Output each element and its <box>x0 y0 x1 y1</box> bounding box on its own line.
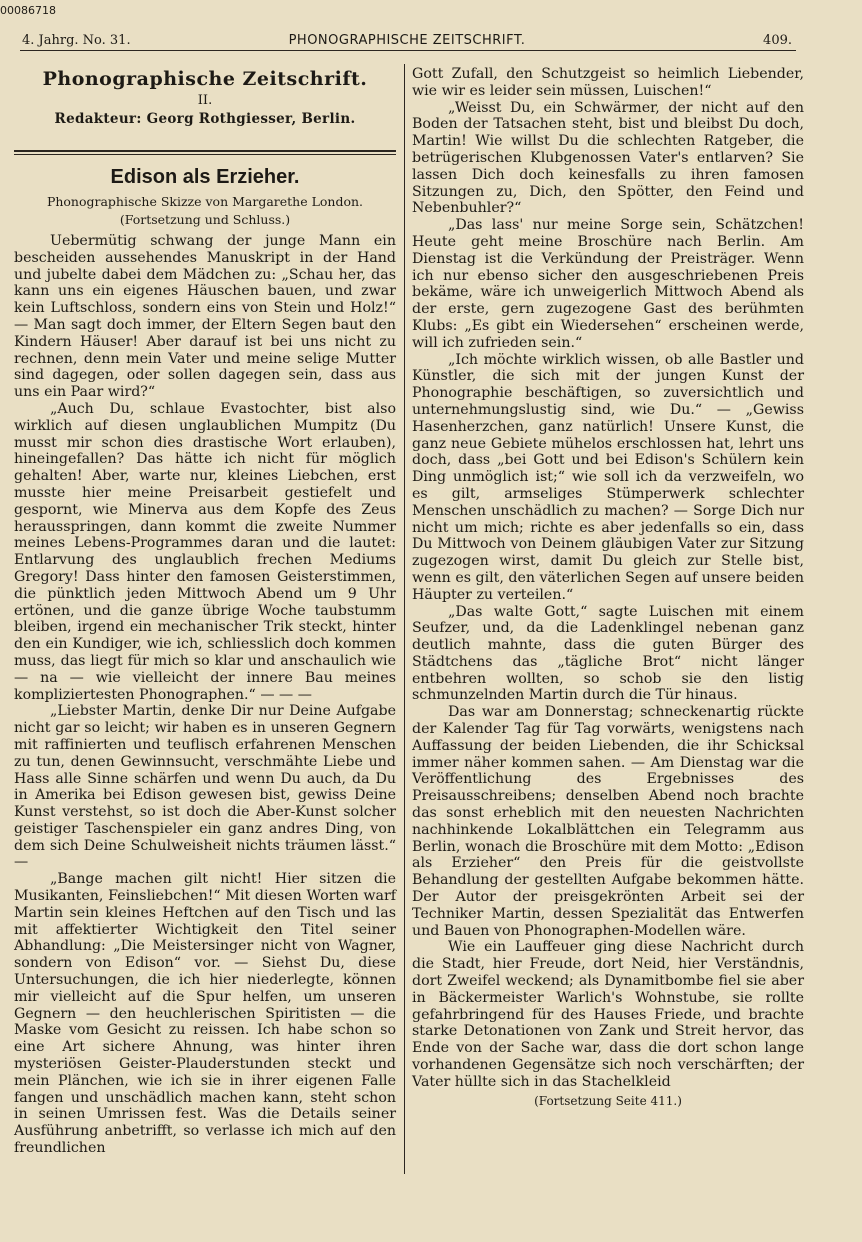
article-title: Edison als Erzieher. <box>110 166 300 188</box>
continued-on-note: (Fortsetzung Seite 411.) <box>534 1093 682 1108</box>
masthead <box>14 68 396 128</box>
paragraph: Gott Zufall, den Schutzgeist so heimlich Liebender, wie wir es leider sein müssen, Luischen!“ <box>412 66 804 99</box>
paragraph: „Liebster Martin, denke Dir nur Deine Aufgabe nicht gar so leicht; wir haben es in unseren Gegnern mit raffinierten und teuflisch erfahrenen Menschen zu tun, denen Gewinnsucht, verschmähte Liebe und Hass alle Sinne schärfen und wenn Du auch, da Du in Amerika bei Edison gewesen bist, gewiss Deine Kunst verstehst, so ist doch die Aber-Kunst solcher geistiger Taschenspieler ein ganz andres Ding, von dem sich Deine Schulweisheit nichts träumen lässt.“ — <box>14 703 396 871</box>
journal-name: PHONOGRAPHISCHE ZEITSCHRIFT. <box>288 33 526 48</box>
left-column <box>14 66 396 1157</box>
paragraph: Uebermütig schwang der junge Mann ein bescheiden aussehendes Manuskript in der Hand und jubelte dabei dem Mädchen zu: „Schau her, das kann uns ein eigenes Häuschen bauen, und zwar kein Luftschloss, sondern eins von Stein und Holz!“ — Man sagt doch immer, der Eltern Segen baut den Kindern Häuser! Aber darauf ist bei uns nicht zu rechnen, denn mein Vater und meine selige Mutter sind dagegen, oder sollen dagegen sein, dass aus uns ein Paar wird?“ <box>14 233 396 401</box>
paragraph: „Bange machen gilt nicht! Hier sitzen die Musikanten, Feinsliebchen!“ Mit diesen Worten warf Martin sein kleines Heftchen auf den Tisch und las mit affektierter Wichtigkeit den Titel seiner Abhandlung: „Die Meistersinger nicht von Wagner, sondern von Edison“ vor. — Siehst Du, diese Untersuchungen, die ich hier niederlegte, können mir vielleicht auf die Spur helfen, um unseren Gegnern — den heuchlerischen Spiritisten — die Maske vom Gesicht zu reissen. Ich habe schon so eine Art sichere Ahnung, was hinter ihren mysteriösen Geister-Plauderstunden steckt und mein Plänchen, wie ich sie in ihrer eigenen Falle fangen und unschädlich machen kann, steht schon in seinen Umrissen fest. Was die Details seiner Ausführung anbetrifft, so verlasse ich mich auf den freundlichen <box>14 871 396 1157</box>
paragraph: „Das walte Gott,“ sagte Luischen mit einem Seufzer, und, da die Ladenklingel nebenan ganz deutlich mahnte, dass die guten Bürger des Städtchens das „tägliche Brot“ nicht länger entbehren wollten, so schob sie den listig schmunzelnden Martin durch die Tür hinaus. <box>412 603 804 704</box>
paragraph: „Weisst Du, ein Schwärmer, der nicht auf den Boden der Tatsachen steht, bist und bleibst Du doch, Martin! Wie willst Du die schlechten Ratgeber, die betrügerischen Klubgenossen Vater's entlarven? Sie lassen Dich doch keinesfalls zu ihren famosen Sitzungen zu, Dich, den Spötter, den Feind und Nebenbuhler?“ <box>412 99 804 217</box>
volume-issue: 4. Jahrg. No. 31. <box>22 33 131 48</box>
paragraph: Das war am Donnerstag; schneckenartig rückte der Kalender Tag für Tag vorwärts, wenigstens nach Auffassung der beiden Liebenden, die ihr Schicksal immer näher kommen sahen. — Am Dienstag war die Veröffentlichung des Ergebnisses des Preisausschreibens; denselben Abend noch brachte das sonst erheblich mit den neuesten Nachrichten nachhinkende Lokalblättchen ein Telegramm aus Berlin, wonach die Broschüre mit dem Motto: „Edison als Erzieher“ den Preis für die geistvollste Behandlung der gestellten Aufgabe bekommen hätte. Der Autor der preisgekrönten Arbeit sei der Techniker Martin, dessen Spezialität das Entwerfen und Bauen von Phonographen-Modellen wäre. <box>412 704 804 939</box>
continuation-note: (Fortsetzung und Schluss.) <box>119 212 291 227</box>
masthead-editor: Redakteur: Georg Rothgiesser, Berlin. <box>54 111 356 127</box>
section-divider <box>14 150 396 155</box>
scan-id: 00086718 <box>0 4 56 17</box>
column-rule <box>404 64 405 1174</box>
paragraph: „Ich möchte wirklich wissen, ob alle Bastler und Künstler, die sich mit der jungen Kunst der Phonographie beschäftigen, so zuversichtlich und unternehmungslustig sind, wie Du.“ — „Gewiss Hasenherzchen, ganz natürlich! Unsere Kunst, die ganz neue Gebiete mühelos erschlossen hat, lehrt uns doch, dass „bei Gott und bei Edison's Schülern kein Ding unmöglich ist;“ wie soll ich da verzweifeln, wo es gilt, armseliges Stümperwerk schlechter Menschen unschädlich zu machen? — Sorge Dich nur nicht um mich; richte es aber jedenfalls so ein, dass Du Mittwoch von Deinem gläubigen Vater zur Sitzung zugezogen wirst, damit Du gleich zur Stelle bist, wenn es gilt, den väterlichen Segen auf unsere beiden Häupter zu verteilen.“ <box>412 351 804 603</box>
paragraph: „Auch Du, schlaue Evastochter, bist also wirklich auf diesen unglaublichen Mumpitz (Du musst mir schon dies drastische Wort erlauben), hineingefallen? Das hätte ich nicht für möglich gehalten! Aber, warte nur, kleines Liebchen, erst musste hier meine Preisarbeit gestiefelt und gespornt, wie Minerva aus dem Kopfe des Zeus herausspringen, dann kommt die zweite Nummer meines Lebens-Programmes daran und die lautet: Entlarvung des unglaublich frechen Mediums Gregory! Dass hinter den famosen Geisterstimmen, die pünktlich jeden Mittwoch Abend um 9 Uhr ertönen, und die ganze übrige Woche taubstumm bleiben, irgend ein mechanischer Trik steckt, hinter den ein Kundiger, wie ich, schliesslich doch kommen muss, das liegt für mich so klar und anschaulich wie — na — wie vielleicht der innere Bau meines kompliziertesten Phonographen.“ — — — <box>14 400 396 703</box>
paragraph: „Das lass' nur meine Sorge sein, Schätzchen! Heute geht meine Broschüre nach Berlin. Am Dienstag ist die Verkündung der Preisträger. Wenn ich nur ebenso sicher den ausgeschriebenen Preis bekäme, wäre ich unweigerlich Mittwoch Abend als der erste, gern zugezogene Gast des berühmten Klubs: „Es gibt ein Wiedersehen“ erscheinen werde, will ich zufrieden sein.“ <box>412 217 804 351</box>
header-rule <box>20 50 796 51</box>
masthead-number: II. <box>197 93 213 108</box>
paragraph: Wie ein Lauffeuer ging diese Nachricht durch die Stadt, hier Freude, dort Neid, hier Verständnis, dort Zweifel weckend; als Dynamitbombe fiel sie aber in Bäckermeister Warlich's Wohnstube, sie rollte gefahrbringend für des Hauses Friede, und brachte starke Detonationen von Zank und Streit hervor, das Ende von der Sache war, dass die dort schon lange vorhandenen Gegensätze sich noch verschärften; der Vater hüllte sich in das Stachelkleid <box>412 939 804 1090</box>
page-number: 409. <box>763 33 792 48</box>
masthead-title: Phonographische Zeitschrift. <box>42 68 368 90</box>
running-head <box>22 30 792 50</box>
right-column <box>412 66 804 1109</box>
article-subtitle: Phonographische Skizze von Margarethe London. <box>46 194 364 209</box>
